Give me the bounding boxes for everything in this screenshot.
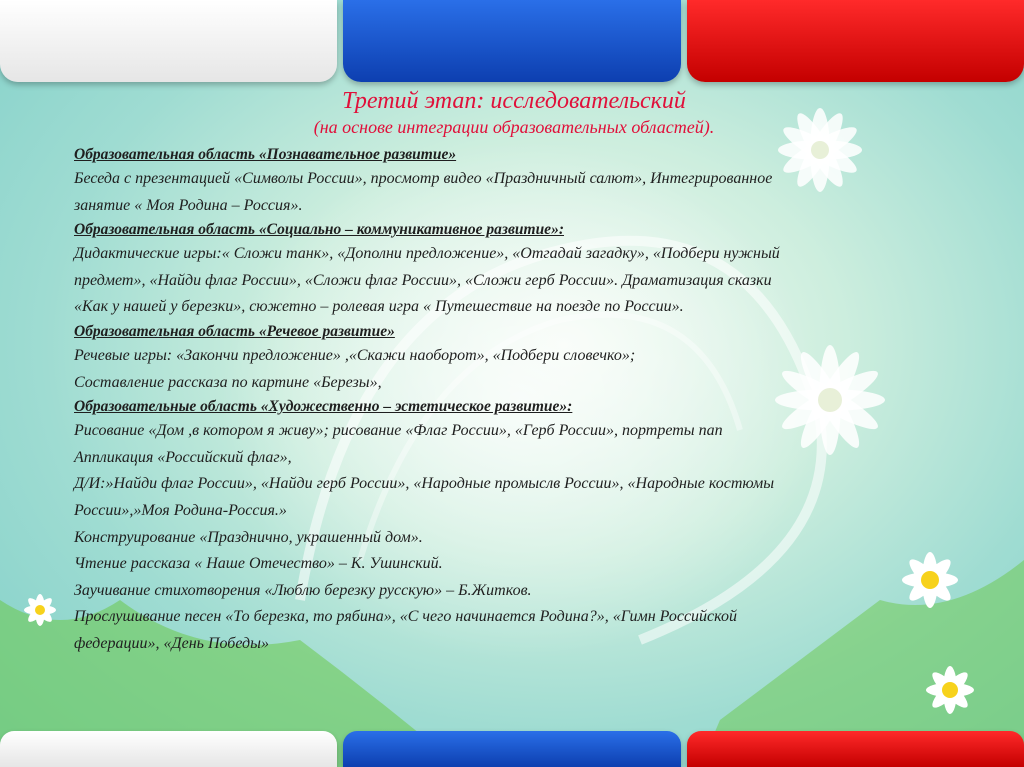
text-line: Беседа с презентацией «Символы России», просмотр видео «Праздничный салют», Интегрированное xyxy=(74,170,773,187)
flag-stripe-red xyxy=(687,0,1024,82)
text-line: России»,»Моя Родина-Россия.» xyxy=(74,501,287,519)
text-line: федерации», «День Победы» xyxy=(74,634,269,652)
text-line: Конструирование «Празднично, украшенный дом». xyxy=(74,528,423,546)
flag-stripe-red xyxy=(687,731,1024,767)
section-cognitive xyxy=(74,144,954,219)
text-line: Составление рассказа по картине «Березы», xyxy=(74,373,382,391)
text-line: Чтение рассказа « Наше Отечество» – К. Ушинский. xyxy=(74,555,443,573)
text-line: Прослушивание песен «То березка, то рябина», «С чего начинается Родина?», «Гимн Российской xyxy=(74,608,738,626)
text-line: предмет», «Найди флаг России», «Сложи флаг России», «Сложи герб России». Драматизация сказки xyxy=(74,271,772,289)
section-speech xyxy=(74,321,954,396)
flag-banner-bottom xyxy=(0,731,1024,767)
flag-stripe-blue xyxy=(343,0,680,82)
text-line: Заучивание стихотворения «Люблю березку русскую» – Б.Житков. xyxy=(74,581,532,599)
slide-content xyxy=(74,86,954,658)
area-heading: Образовательная область «Социально – коммуникативное развитие»: xyxy=(74,221,564,239)
text-line: занятие « Моя Родина – Россия». xyxy=(74,196,303,214)
area-heading: Образовательная область «Познавательное развитие» xyxy=(74,146,457,163)
section-social xyxy=(74,219,954,321)
area-heading: Образовательная область «Речевое развитие» xyxy=(74,322,395,340)
flag-stripe-blue xyxy=(343,731,680,767)
text-line: Д/И:»Найди флаг России», «Найди герб России», «Народные промыслв России», «Народные костюмы xyxy=(74,475,775,493)
text-line: Рисование «Дом ,в котором я живу»; рисование «Флаг России», «Герб России», портреты пап xyxy=(74,422,723,440)
slide-title: Третий этап: исследовательский xyxy=(342,88,686,114)
text-line: Речевые игры: «Закончи предложение» ,«Скажи наоборот», «Подбери словечко»; xyxy=(74,346,636,364)
flag-stripe-white xyxy=(0,731,337,767)
slide-subtitle: (на основе интеграции образовательных областей). xyxy=(313,117,715,137)
area-heading: Образовательные область «Художественно – эстетическое развитие»: xyxy=(74,398,573,416)
flag-stripe-white xyxy=(0,0,337,82)
section-artistic xyxy=(74,396,954,657)
flag-banner-top xyxy=(0,0,1024,82)
text-line: Аппликация «Российский флаг», xyxy=(74,448,292,466)
text-line: Дидактические игры:« Сложи танк», «Дополни предложение», «Отгадай загадку», «Подбери нужный xyxy=(74,245,780,263)
text-line: «Как у нашей у березки», сюжетно – ролевая игра « Путешествие на поезде по России». xyxy=(74,298,684,316)
